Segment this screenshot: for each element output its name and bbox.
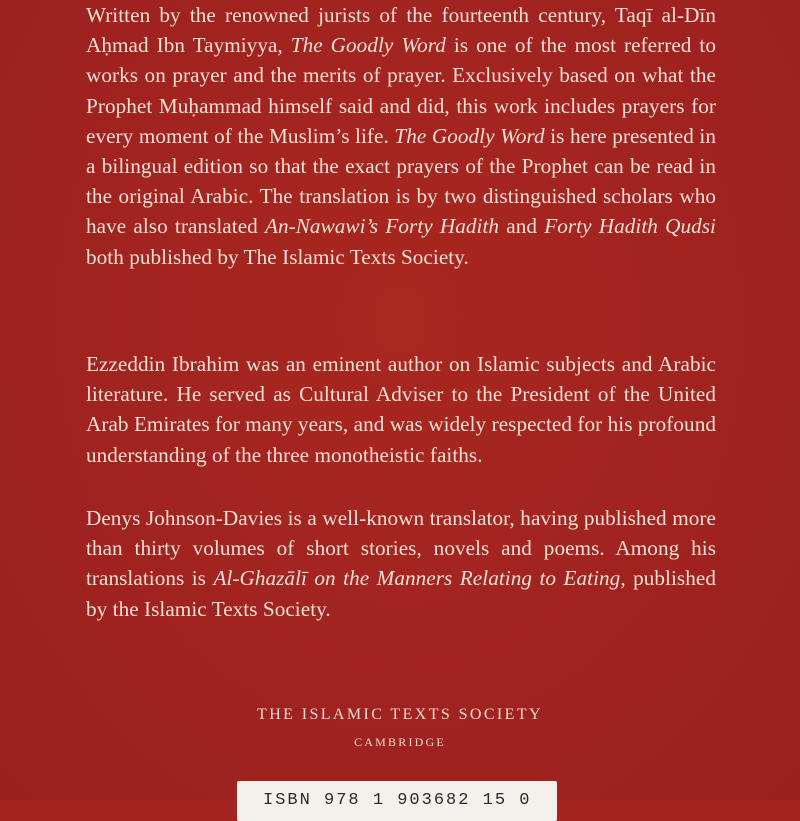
publisher-name: THE ISLAMIC TEXTS SOCIETY — [257, 706, 543, 723]
italic-title: An-Nawawi’s Forty Hadith — [265, 214, 500, 239]
italic-title: Al-Ghazālī on the Manners Relating to Eating — [213, 566, 621, 591]
italic-title: The Goodly Word — [394, 123, 545, 148]
italic-title: Forty Hadith Qudsi — [544, 214, 716, 239]
book-description-paragraph: Written by the renowned jurists of the fourteenth century, Taqī al-Dīn Aḥmad Ibn Taymiyya, The Goodly Word is one of the most referred to works on prayer and the merits of prayer. Exclusively based on what the Prophet Muḥammad himself said and did, this work includes prayers for every moment of the Muslim’s life. The Goodly Word is here presented in a bilingual edition so that the exact prayers of the Prophet can be read in the original Arabic. The translation is by two distinguished scholars who have also translated An-Nawawi’s Forty Hadith and Forty Hadith Qudsi both published by The Islamic Texts Society. — [86, 3, 716, 269]
translator-bio-denys-johnson-davies: Denys Johnson-Davies is a well-known translator, having published more than thirty volumes of short stories, novels and poems. Among his translations is Al-Ghazālī on the Manners Relating to Eating, published by the Islamic Texts Society. — [86, 506, 716, 621]
publisher-city: CAMBRIDGE — [354, 735, 446, 749]
author-bio-ezzeddin-ibrahim: Ezzeddin Ibrahim was an eminent author on Islamic subjects and Arabic literature. He served as Cultural Adviser to the President of the United Arab Emirates for many years, and was widely respected for his profound understanding of the three monotheistic faiths. — [86, 352, 716, 467]
isbn-panel — [237, 781, 557, 821]
isbn-number: ISBN 978 1 903682 15 0 — [263, 791, 532, 810]
italic-title: The Goodly Word — [290, 33, 446, 58]
